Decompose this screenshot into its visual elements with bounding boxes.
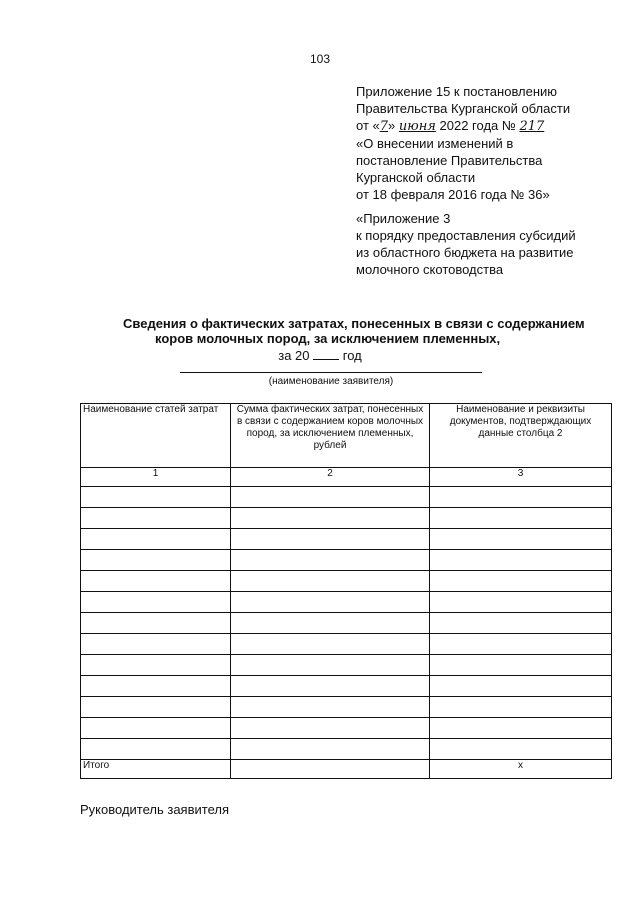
empty-cell[interactable] [231,739,430,760]
empty-cell[interactable] [81,529,231,550]
empty-cell[interactable] [430,529,612,550]
header-cost-items: Наименование статей затрат [81,404,231,468]
date-mid: » [388,118,396,133]
total-sum-cell[interactable] [231,760,430,779]
title-line-2: коров молочных пород, за исключением племенных, [155,331,501,346]
table-row [81,697,612,718]
year-suffix: год [342,348,362,363]
annex-header [356,83,570,203]
empty-cell[interactable] [231,508,430,529]
handwritten-day: 7 [379,119,389,134]
empty-cell[interactable] [430,571,612,592]
table-header-row [81,404,612,468]
table-row [81,571,612,592]
empty-cell[interactable] [231,718,430,739]
table-row [81,487,612,508]
empty-cell[interactable] [231,676,430,697]
handwritten-month: июня [398,119,436,134]
column-number: 2 [231,468,430,487]
empty-cell[interactable] [430,487,612,508]
empty-cell[interactable] [81,613,231,634]
empty-cell[interactable] [81,508,231,529]
table-row [81,508,612,529]
empty-cell[interactable] [81,739,231,760]
year-blank [313,348,339,360]
table-row [81,634,612,655]
empty-cell[interactable] [81,592,231,613]
empty-cell[interactable] [430,592,612,613]
empty-cell[interactable] [81,697,231,718]
empty-cell[interactable] [430,697,612,718]
empty-cell[interactable] [430,655,612,676]
table-row [81,592,612,613]
empty-cell[interactable] [231,487,430,508]
empty-cell[interactable] [231,613,430,634]
annex-line-5: постановление Правительства [356,153,543,168]
annex3-line-1: «Приложение 3 [356,211,451,226]
table-row [81,676,612,697]
handwritten-number: 217 [519,119,545,134]
annex-line-1: Приложение 15 к постановлению [356,84,558,99]
empty-cell[interactable] [430,676,612,697]
column-number: 3 [430,468,612,487]
applicant-name-line [180,372,482,373]
year-line [0,348,640,363]
annex3-line-4: молочного скотоводства [356,262,504,277]
signer-label: Руководитель заявителя [80,802,229,817]
column-number-row [81,468,612,487]
empty-cell[interactable] [430,718,612,739]
empty-cell[interactable] [430,739,612,760]
empty-cell[interactable] [81,676,231,697]
table-row [81,718,612,739]
empty-cell[interactable] [231,634,430,655]
annex-line-6: Курганской области [356,170,476,185]
empty-cell[interactable] [231,571,430,592]
empty-cell[interactable] [231,655,430,676]
annex3-line-3: из областного бюджета на развитие [356,245,574,260]
header-documents: Наименование и реквизиты документов, подтверждающих данные столбца 2 [430,404,612,468]
empty-cell[interactable] [81,634,231,655]
total-documents-cell: x [430,760,612,779]
year-prefix: за 20 [278,348,310,363]
title-line-1: Сведения о фактических затратах, понесенных в связи с содержанием [123,316,585,331]
empty-cell[interactable] [231,697,430,718]
header-actual-costs: Сумма фактических затрат, понесенных в связи с содержанием коров молочных пород, за исключением племенных, рублей [231,404,430,468]
empty-cell[interactable] [81,571,231,592]
annex-line-2: Правительства Курганской области [356,101,571,116]
table-row [81,529,612,550]
empty-cell[interactable] [231,592,430,613]
annex-date-line [356,117,570,135]
table-row [81,613,612,634]
table-row [81,550,612,571]
total-label: Итого [81,760,231,779]
empty-cell[interactable] [430,550,612,571]
page-number: 103 [309,52,331,66]
document-title [0,316,640,346]
empty-cell[interactable] [81,655,231,676]
table-row [81,739,612,760]
annex-line-7: от 18 февраля 2016 года № 36» [356,187,550,202]
empty-cell[interactable] [430,613,612,634]
applicant-label: (наименование заявителя) [268,376,394,387]
empty-cell[interactable] [81,550,231,571]
column-number: 1 [81,468,231,487]
annex3-line-2: к порядку предоставления субсидий [356,228,576,243]
empty-cell[interactable] [430,634,612,655]
costs-table [80,403,612,779]
date-year: 2022 года № [439,118,516,133]
annex-3-header [356,210,576,278]
total-row [81,760,612,779]
empty-cell[interactable] [81,487,231,508]
date-prefix: от « [356,118,380,133]
annex-line-4: «О внесении изменений в [356,136,514,151]
table-row [81,655,612,676]
empty-cell[interactable] [430,508,612,529]
empty-cell[interactable] [231,550,430,571]
empty-cell[interactable] [231,529,430,550]
empty-cell[interactable] [81,718,231,739]
